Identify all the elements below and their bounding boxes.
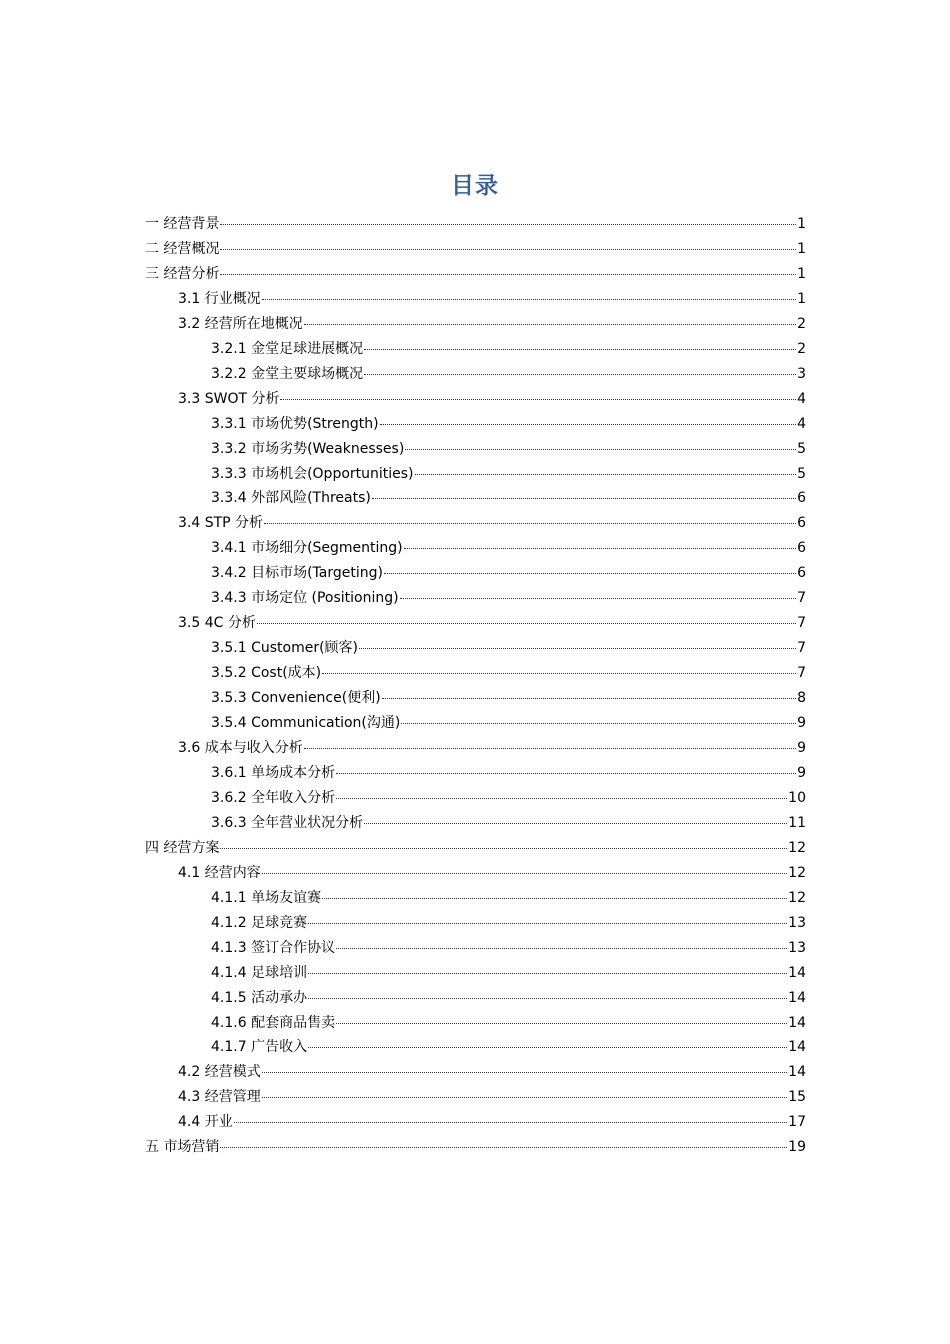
toc-entry[interactable] [145,237,806,262]
toc-entry[interactable] [145,536,806,561]
toc-entry-label: 4.1 经营内容 [178,864,261,881]
toc-entry-page-number: 7 [797,665,806,682]
toc-entry-page-number: 4 [797,415,806,432]
toc-entry-label: 4.4 开业 [178,1114,233,1131]
toc-entry-label: 3.6.1 单场成本分析 [211,764,336,781]
toc-entry-label: 3.3.4 外部风险(Threats) [211,490,371,507]
toc-dot-leader [380,424,797,425]
toc-entry-label: 4.1.5 活动承办 [211,989,308,1006]
toc-entry[interactable] [145,337,806,362]
toc-entry[interactable] [145,362,806,387]
toc-entry[interactable] [145,437,806,462]
toc-entry-page-number: 13 [788,939,806,956]
toc-entry-label: 3.2.1 金堂足球进展概况 [211,340,364,357]
toc-entry[interactable] [145,911,806,936]
toc-entry-page-number: 7 [797,615,806,632]
toc-entry[interactable] [145,387,806,412]
toc-dot-leader [220,274,796,275]
toc-dot-leader [308,1047,787,1048]
toc-dot-leader [262,1072,787,1073]
toc-entry[interactable] [145,1060,806,1085]
toc-entry-page-number: 5 [797,465,806,482]
toc-dot-leader [405,449,796,450]
toc-dot-leader [234,1122,787,1123]
toc-entry[interactable] [145,711,806,736]
toc-entry-label: 五 市场营销 [145,1139,220,1156]
toc-entry-label: 4.2 经营模式 [178,1064,261,1081]
toc-entry-label: 3.1 行业概况 [178,290,261,307]
toc-dot-leader [220,224,796,225]
toc-entry-label: 三 经营分析 [145,265,220,282]
toc-entry-page-number: 17 [788,1114,806,1131]
toc-entry[interactable] [145,636,806,661]
toc-entry-label: 3.4.3 市场定位 (Positioning) [211,590,399,607]
toc-dot-leader [220,848,787,849]
toc-entry[interactable] [145,786,806,811]
toc-dot-leader [372,498,796,499]
toc-entry-page-number: 10 [788,789,806,806]
toc-entry[interactable] [145,736,806,761]
toc-entry[interactable] [145,611,806,636]
toc-entry-page-number: 1 [797,290,806,307]
toc-entry-label: 3.5.4 Communication(沟通) [211,715,401,732]
toc-entry[interactable] [145,1110,806,1135]
toc-entry-label: 4.1.6 配套商品售卖 [211,1014,336,1031]
toc-dot-leader [304,748,796,749]
toc-entry[interactable] [145,861,806,886]
toc-entry-page-number: 7 [797,590,806,607]
toc-dot-leader [404,548,796,549]
toc-entry[interactable] [145,686,806,711]
toc-dot-leader [280,399,796,400]
toc-entry[interactable] [145,312,806,337]
toc-entry-page-number: 1 [797,216,806,232]
toc-dot-leader [257,623,796,624]
toc-entry-page-number: 2 [797,340,806,357]
toc-dot-leader [364,349,796,350]
toc-dot-leader [264,523,796,524]
toc-dot-leader [401,723,796,724]
toc-entry-page-number: 9 [797,740,806,757]
toc-entry[interactable] [145,1011,806,1036]
toc-entry-page-number: 14 [788,1039,806,1056]
toc-dot-leader [220,249,796,250]
toc-entry[interactable] [145,561,806,586]
toc-dot-leader [304,324,796,325]
toc-entry-page-number: 1 [797,240,806,257]
toc-entry[interactable] [145,1035,806,1060]
toc-entry-label: 四 经营方案 [145,839,220,856]
toc-entry[interactable] [145,586,806,611]
toc-entry-label: 二 经营概况 [145,240,220,257]
toc-entry[interactable] [145,462,806,487]
toc-entry-label: 3.4 STP 分析 [178,515,264,532]
toc-entry[interactable] [145,836,806,861]
toc-entry-label: 3.5.2 Cost(成本) [211,665,322,682]
toc-dot-leader [220,1147,787,1148]
toc-entry-label: 4.1.7 广告收入 [211,1039,308,1056]
toc-entry-page-number: 3 [797,365,806,382]
toc-entry-page-number: 19 [788,1139,806,1156]
toc-entry-page-number: 14 [788,964,806,981]
toc-entry-label: 4.1.4 足球培训 [211,964,308,981]
toc-title: 目录 [451,173,499,199]
toc-dot-leader [336,798,787,799]
toc-entry-page-number: 8 [797,690,806,707]
toc-entry-label: 3.2.2 金堂主要球场概况 [211,365,364,382]
toc-entry[interactable] [145,287,806,312]
toc-dot-leader [262,873,787,874]
toc-entry-page-number: 14 [788,1064,806,1081]
toc-dot-leader [400,598,796,599]
toc-dot-leader [308,998,787,999]
toc-dot-leader [322,898,787,899]
toc-dot-leader [359,648,796,649]
toc-entry-page-number: 2 [797,315,806,332]
toc-entry-label: 4.3 经营管理 [178,1089,261,1106]
toc-entry-label: 3.6.3 全年营业状况分析 [211,814,364,831]
toc-entry-page-number: 14 [788,1014,806,1031]
toc-entry-label: 3.5.3 Convenience(便利) [211,690,381,707]
toc-entry-page-number: 9 [797,764,806,781]
toc-entry-page-number: 6 [797,490,806,507]
toc-entry-label: 3.3.1 市场优势(Strength) [211,415,379,432]
toc-entry-page-number: 12 [788,889,806,906]
toc-dot-leader [308,923,787,924]
toc-dot-leader [308,973,787,974]
toc-entry-page-number: 5 [797,440,806,457]
toc-dot-leader [336,1023,787,1024]
toc-entry[interactable] [145,936,806,961]
toc-entry-page-number: 7 [797,640,806,657]
toc-dot-leader [336,773,796,774]
toc-entry[interactable] [145,212,806,237]
toc-entry[interactable] [145,961,806,986]
toc-list [145,212,806,1160]
toc-entry[interactable] [145,262,806,287]
toc-entry-label: 3.5 4C 分析 [178,615,256,632]
toc-entry[interactable] [145,886,806,911]
toc-entry-page-number: 6 [797,565,806,582]
toc-entry[interactable] [145,661,806,686]
toc-entry-label: 3.3.3 市场机会(Opportunities) [211,465,414,482]
toc-entry-page-number: 6 [797,515,806,532]
toc-entry-label: 一 经营背景 [145,216,220,232]
toc-entry-page-number: 6 [797,540,806,557]
toc-entry-page-number: 11 [788,814,806,831]
toc-entry[interactable] [145,1135,806,1160]
toc-entry-label: 3.4.2 目标市场(Targeting) [211,565,383,582]
toc-entry-label: 4.1.3 签订合作协议 [211,939,336,956]
toc-dot-leader [336,948,787,949]
toc-entry-page-number: 9 [797,715,806,732]
toc-entry[interactable] [145,511,806,536]
toc-entry-label: 3.6 成本与收入分析 [178,740,303,757]
toc-entry-label: 3.5.1 Customer(顾客) [211,640,358,657]
toc-dot-leader [262,1097,787,1098]
toc-dot-leader [364,374,796,375]
toc-dot-leader [364,823,787,824]
toc-entry-label: 3.6.2 全年收入分析 [211,789,336,806]
toc-entry-page-number: 12 [788,864,806,881]
toc-entry[interactable] [145,761,806,786]
toc-dot-leader [322,673,796,674]
toc-dot-leader [262,299,796,300]
toc-entry-page-number: 12 [788,839,806,856]
toc-entry-page-number: 15 [788,1089,806,1106]
toc-entry[interactable] [145,486,806,511]
toc-entry-page-number: 1 [797,265,806,282]
toc-dot-leader [415,474,797,475]
toc-entry-page-number: 4 [797,390,806,407]
toc-entry[interactable] [145,986,806,1011]
toc-entry-label: 4.1.1 单场友谊赛 [211,889,322,906]
toc-entry[interactable] [145,1085,806,1110]
toc-entry-label: 3.2 经营所在地概况 [178,315,303,332]
toc-dot-leader [382,698,796,699]
toc-dot-leader [384,573,796,574]
toc-entry-page-number: 13 [788,914,806,931]
toc-entry-label: 3.4.1 市场细分(Segmenting) [211,540,403,557]
toc-entry[interactable] [145,811,806,836]
toc-entry[interactable] [145,412,806,437]
toc-entry-page-number: 14 [788,989,806,1006]
toc-entry-label: 4.1.2 足球竞赛 [211,914,308,931]
toc-entry-label: 3.3 SWOT 分析 [178,390,280,407]
toc-entry-label: 3.3.2 市场劣势(Weaknesses) [211,440,405,457]
